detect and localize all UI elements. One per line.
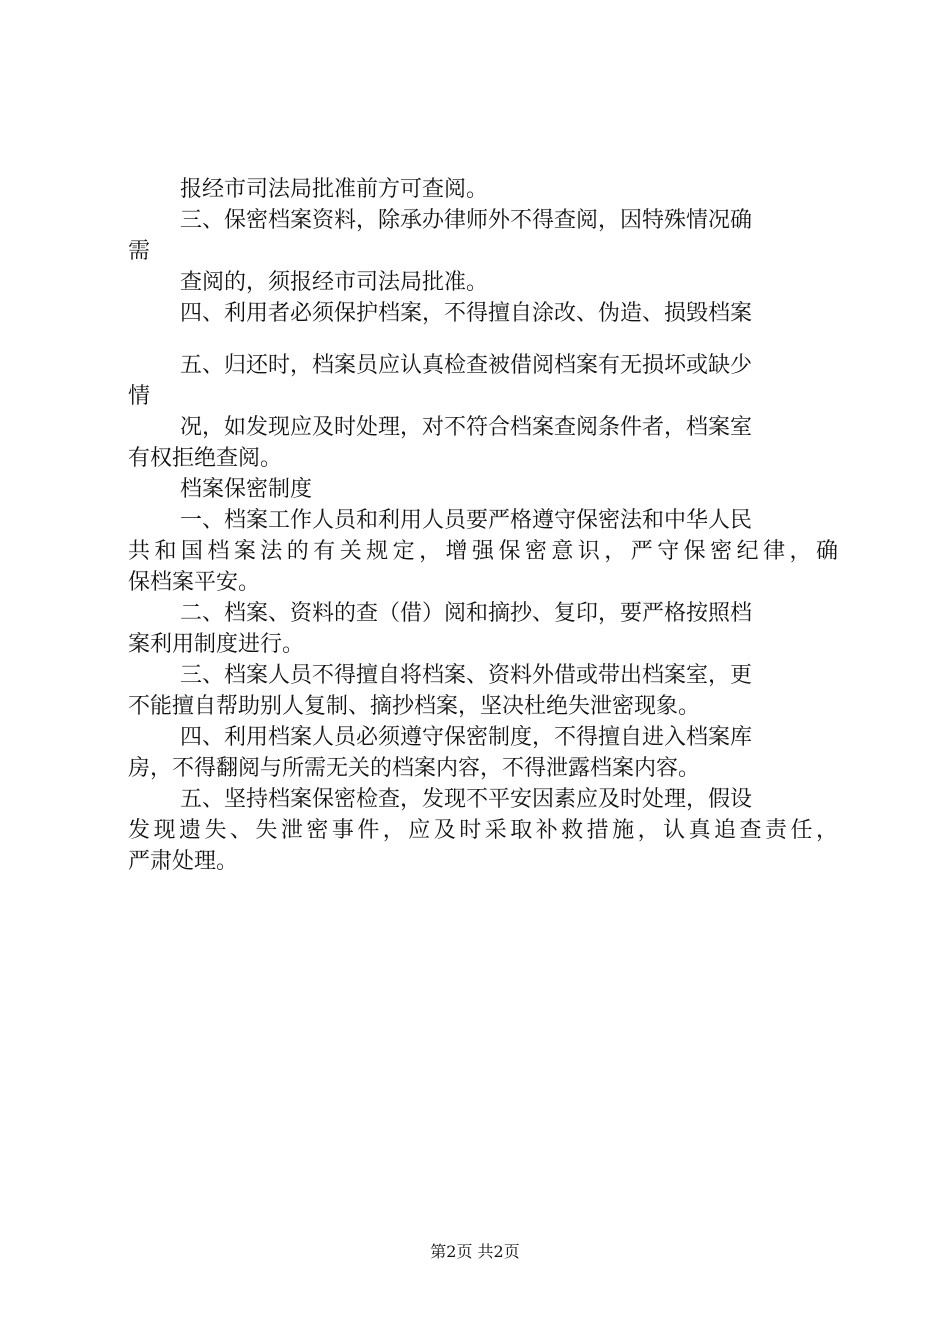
text-line: 保档案平安。 [128, 570, 261, 595]
text-line: 查阅的，须报经市司法局批准。 [180, 270, 489, 295]
text-line: 严肃处理。 [128, 849, 239, 874]
text-line: 报经市司法局批准前方可查阅。 [180, 177, 489, 202]
page-number-footer: 第2页 共2页 [430, 1242, 520, 1261]
text-line: 四、利用档案人员必须遵守保密制度，不得擅自进入档案库 [180, 725, 753, 750]
text-line: 五、坚持档案保密检查，发现不平安因素应及时处理，假设 [180, 787, 753, 812]
text-line: 案利用制度进行。 [128, 632, 305, 657]
document-body [128, 174, 838, 877]
text-line: 三、档案人员不得擅自将档案、资料外借或带出档案室，更 [180, 663, 753, 688]
text-line: 二、档案、资料的查（借）阅和摘抄、复印，要严格按照档 [180, 601, 753, 626]
text-line: 发现遗失、失泄密事件，应及时采取补救措施，认真追查责任， [128, 818, 838, 843]
text-line: 一、档案工作人员和利用人员要严格遵守保密法和中华人民 [180, 508, 753, 533]
text-line: 共和国档案法的有关规定，增强保密意识，严守保密纪律，确 [128, 539, 838, 564]
text-line: 五、归还时，档案员应认真检查被借阅档案有无损坏或缺少 [180, 353, 753, 378]
text-line: 情 [128, 384, 151, 409]
text-line: 三、保密档案资料，除承办律师外不得查阅，因特殊情况确 [180, 208, 753, 233]
blank-line [128, 329, 838, 350]
text-line: 况，如发现应及时处理，对不符合档案查阅条件者，档案室 [180, 415, 753, 440]
text-line: 四、利用者必须保护档案，不得擅自涂改、伪造、损毁档案 [180, 301, 753, 326]
section-heading: 档案保密制度 [180, 477, 313, 502]
text-line: 不能擅自帮助别人复制、摘抄档案，坚决杜绝失泄密现象。 [128, 694, 701, 719]
text-line: 需 [128, 239, 151, 264]
text-line: 有权拒绝查阅。 [128, 446, 283, 471]
text-line: 房，不得翻阅与所需无关的档案内容，不得泄露档案内容。 [128, 756, 701, 781]
